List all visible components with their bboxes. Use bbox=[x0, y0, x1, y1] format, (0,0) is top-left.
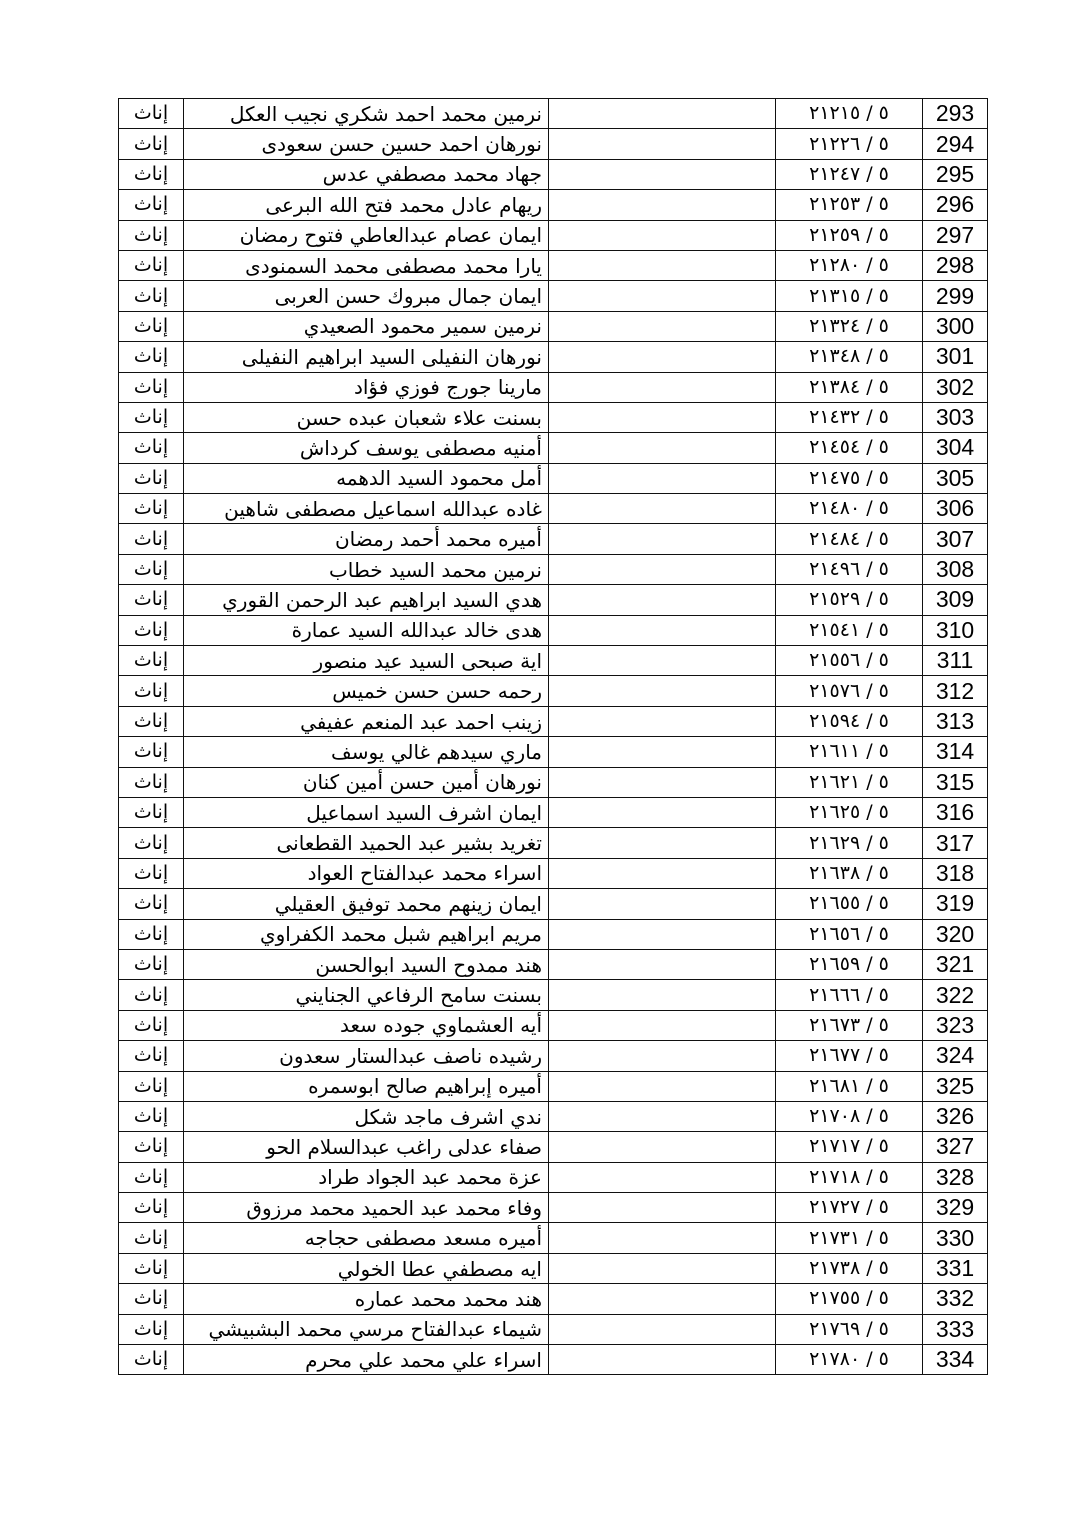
blank-cell bbox=[549, 159, 776, 189]
seat-code-cell: ٥ / ٢١٣١٥ bbox=[776, 281, 923, 311]
seat-code-cell: ٥ / ٢١٣٢٤ bbox=[776, 311, 923, 341]
row-number-cell: 303 bbox=[923, 402, 988, 432]
blank-cell bbox=[549, 524, 776, 554]
gender-cell: إناث bbox=[119, 737, 184, 767]
name-cell: اية صبحى السيد عيد منصور bbox=[184, 646, 549, 676]
seat-code-cell: ٥ / ٢١٦٥٦ bbox=[776, 919, 923, 949]
name-cell: اسراء محمد عبدالفتاح العواد bbox=[184, 858, 549, 888]
table-row bbox=[119, 311, 988, 341]
row-number-cell: 311 bbox=[923, 646, 988, 676]
gender-cell: إناث bbox=[119, 1162, 184, 1192]
gender-cell: إناث bbox=[119, 1284, 184, 1314]
seat-code-cell: ٥ / ٢١٥٧٦ bbox=[776, 676, 923, 706]
table-row bbox=[119, 1041, 988, 1071]
table-row bbox=[119, 220, 988, 250]
gender-cell: إناث bbox=[119, 797, 184, 827]
name-cell: غاده عبدالله اسماعيل مصطفى شاهين bbox=[184, 494, 549, 524]
table-row bbox=[119, 1101, 988, 1131]
seat-code-cell: ٥ / ٢١٦٢١ bbox=[776, 767, 923, 797]
blank-cell bbox=[549, 858, 776, 888]
gender-cell: إناث bbox=[119, 889, 184, 919]
seat-code-cell: ٥ / ٢١٤٣٢ bbox=[776, 402, 923, 432]
row-number-cell: 308 bbox=[923, 554, 988, 584]
name-cell: أمنيه مصطفى يوسف كرداش bbox=[184, 433, 549, 463]
blank-cell bbox=[549, 281, 776, 311]
table-row bbox=[119, 1223, 988, 1253]
blank-cell bbox=[549, 615, 776, 645]
row-number-cell: 326 bbox=[923, 1101, 988, 1131]
seat-code-cell: ٥ / ٢١٦٥٥ bbox=[776, 889, 923, 919]
name-cell: هند محمد محمد عماره bbox=[184, 1284, 549, 1314]
table-row bbox=[119, 1132, 988, 1162]
row-number-cell: 295 bbox=[923, 159, 988, 189]
blank-cell bbox=[549, 99, 776, 129]
name-cell: يارا محمد مصطفى محمد السمنودى bbox=[184, 250, 549, 280]
gender-cell: إناث bbox=[119, 828, 184, 858]
blank-cell bbox=[549, 737, 776, 767]
gender-cell: إناث bbox=[119, 281, 184, 311]
blank-cell bbox=[549, 585, 776, 615]
table-row bbox=[119, 554, 988, 584]
gender-cell: إناث bbox=[119, 646, 184, 676]
gender-cell: إناث bbox=[119, 220, 184, 250]
seat-code-cell: ٥ / ٢١٥٢٩ bbox=[776, 585, 923, 615]
row-number-cell: 324 bbox=[923, 1041, 988, 1071]
name-cell: نرمين محمد احمد شكري نجيب العكل bbox=[184, 99, 549, 129]
table-row bbox=[119, 737, 988, 767]
table-row bbox=[119, 1253, 988, 1283]
blank-cell bbox=[549, 767, 776, 797]
row-number-cell: 302 bbox=[923, 372, 988, 402]
seat-code-cell: ٥ / ٢١٢٤٧ bbox=[776, 159, 923, 189]
row-number-cell: 315 bbox=[923, 767, 988, 797]
gender-cell: إناث bbox=[119, 1223, 184, 1253]
blank-cell bbox=[549, 980, 776, 1010]
table-row bbox=[119, 797, 988, 827]
name-cell: أميره إبراهيم صالح ابوسمره bbox=[184, 1071, 549, 1101]
seat-code-cell: ٥ / ٢١٢٢٦ bbox=[776, 129, 923, 159]
name-cell: اسراء علي محمد علي محرم bbox=[184, 1345, 549, 1375]
seat-code-cell: ٥ / ٢١٤٨٤ bbox=[776, 524, 923, 554]
table-row bbox=[119, 585, 988, 615]
row-number-cell: 319 bbox=[923, 889, 988, 919]
table-row bbox=[119, 1162, 988, 1192]
seat-code-cell: ٥ / ٢١٤٩٦ bbox=[776, 554, 923, 584]
name-cell: هند ممدوح السيد ابوالحسن bbox=[184, 949, 549, 979]
row-number-cell: 314 bbox=[923, 737, 988, 767]
seat-code-cell: ٥ / ٢١٥٤١ bbox=[776, 615, 923, 645]
name-cell: ايمان زينهم محمد توفيق العقيلي bbox=[184, 889, 549, 919]
gender-cell: إناث bbox=[119, 433, 184, 463]
gender-cell: إناث bbox=[119, 554, 184, 584]
table-row bbox=[119, 494, 988, 524]
seat-code-cell: ٥ / ٢١٣٤٨ bbox=[776, 342, 923, 372]
blank-cell bbox=[549, 494, 776, 524]
name-cell: ريهام عادل محمد فتح الله البرعى bbox=[184, 190, 549, 220]
table-row bbox=[119, 433, 988, 463]
blank-cell bbox=[549, 129, 776, 159]
seat-code-cell: ٥ / ٢١٢٨٠ bbox=[776, 250, 923, 280]
table-row bbox=[119, 190, 988, 220]
name-cell: نورهان احمد حسين حسن سعودى bbox=[184, 129, 549, 159]
blank-cell bbox=[549, 646, 776, 676]
name-cell: عزة محمد عبد الجواد طراد bbox=[184, 1162, 549, 1192]
gender-cell: إناث bbox=[119, 524, 184, 554]
name-cell: تغريد بشير عبد الحميد القطعانى bbox=[184, 828, 549, 858]
table-row bbox=[119, 281, 988, 311]
name-cell: ايمان اشرف السيد اسماعيل bbox=[184, 797, 549, 827]
seat-code-cell: ٥ / ٢١٦٧٣ bbox=[776, 1010, 923, 1040]
gender-cell: إناث bbox=[119, 190, 184, 220]
name-cell: أميره محمد أحمد رمضان bbox=[184, 524, 549, 554]
blank-cell bbox=[549, 949, 776, 979]
table-row bbox=[119, 1010, 988, 1040]
seat-code-cell: ٥ / ٢١٧٠٨ bbox=[776, 1101, 923, 1131]
gender-cell: إناث bbox=[119, 311, 184, 341]
row-number-cell: 300 bbox=[923, 311, 988, 341]
name-cell: مريم ابراهيم شبل محمد الكفراوي bbox=[184, 919, 549, 949]
name-cell: بسنت سامح الرفاعي الجنايني bbox=[184, 980, 549, 1010]
name-cell: نرمين سمير محمود الصعيدي bbox=[184, 311, 549, 341]
name-cell: هدي السيد ابراهيم عبد الرحمن القوري bbox=[184, 585, 549, 615]
row-number-cell: 294 bbox=[923, 129, 988, 159]
seat-code-cell: ٥ / ٢١٦٢٥ bbox=[776, 797, 923, 827]
table-row bbox=[119, 1284, 988, 1314]
blank-cell bbox=[549, 1284, 776, 1314]
row-number-cell: 318 bbox=[923, 858, 988, 888]
row-number-cell: 334 bbox=[923, 1345, 988, 1375]
blank-cell bbox=[549, 1193, 776, 1223]
blank-cell bbox=[549, 1223, 776, 1253]
table-row bbox=[119, 99, 988, 129]
seat-code-cell: ٥ / ٢١٥٥٦ bbox=[776, 646, 923, 676]
table-row bbox=[119, 342, 988, 372]
row-number-cell: 327 bbox=[923, 1132, 988, 1162]
table-row bbox=[119, 1193, 988, 1223]
blank-cell bbox=[549, 463, 776, 493]
table-row bbox=[119, 524, 988, 554]
row-number-cell: 331 bbox=[923, 1253, 988, 1283]
row-number-cell: 297 bbox=[923, 220, 988, 250]
gender-cell: إناث bbox=[119, 1010, 184, 1040]
blank-cell bbox=[549, 372, 776, 402]
seat-code-cell: ٥ / ٢١٧٢٧ bbox=[776, 1193, 923, 1223]
seat-code-cell: ٥ / ٢١٣٨٤ bbox=[776, 372, 923, 402]
row-number-cell: 330 bbox=[923, 1223, 988, 1253]
table-row bbox=[119, 1345, 988, 1375]
blank-cell bbox=[549, 1010, 776, 1040]
blank-cell bbox=[549, 1132, 776, 1162]
table-row bbox=[119, 889, 988, 919]
row-number-cell: 321 bbox=[923, 949, 988, 979]
seat-code-cell: ٥ / ٢١٦٦٦ bbox=[776, 980, 923, 1010]
name-cell: نرمين محمد السيد خطاب bbox=[184, 554, 549, 584]
blank-cell bbox=[549, 1314, 776, 1344]
blank-cell bbox=[549, 402, 776, 432]
seat-code-cell: ٥ / ٢١٦١١ bbox=[776, 737, 923, 767]
gender-cell: إناث bbox=[119, 372, 184, 402]
row-number-cell: 313 bbox=[923, 706, 988, 736]
name-cell: ندي اشرف ماجد شكل bbox=[184, 1101, 549, 1131]
table-row bbox=[119, 402, 988, 432]
row-number-cell: 325 bbox=[923, 1071, 988, 1101]
table-row bbox=[119, 767, 988, 797]
row-number-cell: 299 bbox=[923, 281, 988, 311]
seat-code-cell: ٥ / ٢١٤٥٤ bbox=[776, 433, 923, 463]
gender-cell: إناث bbox=[119, 980, 184, 1010]
gender-cell: إناث bbox=[119, 767, 184, 797]
row-number-cell: 309 bbox=[923, 585, 988, 615]
blank-cell bbox=[549, 1101, 776, 1131]
name-cell: هدى خالد عبدالله السيد عمارة bbox=[184, 615, 549, 645]
gender-cell: إناث bbox=[119, 1345, 184, 1375]
row-number-cell: 323 bbox=[923, 1010, 988, 1040]
name-cell: أمل محمود السيد الدهمه bbox=[184, 463, 549, 493]
name-cell: نورهان النفيلى السيد ابراهيم النفيلى bbox=[184, 342, 549, 372]
name-cell: زينب احمد عبد المنعم عفيفي bbox=[184, 706, 549, 736]
gender-cell: إناث bbox=[119, 949, 184, 979]
gender-cell: إناث bbox=[119, 463, 184, 493]
gender-cell: إناث bbox=[119, 1041, 184, 1071]
blank-cell bbox=[549, 1253, 776, 1283]
row-number-cell: 304 bbox=[923, 433, 988, 463]
name-cell: وفاء محمد عبد الحميد محمد مرزوق bbox=[184, 1193, 549, 1223]
row-number-cell: 301 bbox=[923, 342, 988, 372]
table-row bbox=[119, 129, 988, 159]
table-row bbox=[119, 1314, 988, 1344]
table-body bbox=[119, 99, 988, 1375]
name-cell: ايه مصطفي عطا الخولي bbox=[184, 1253, 549, 1283]
table-row bbox=[119, 615, 988, 645]
table-row bbox=[119, 980, 988, 1010]
gender-cell: إناث bbox=[119, 615, 184, 645]
blank-cell bbox=[549, 919, 776, 949]
row-number-cell: 305 bbox=[923, 463, 988, 493]
gender-cell: إناث bbox=[119, 494, 184, 524]
name-cell: صفاء عدلى راغب عبدالسلام الحو bbox=[184, 1132, 549, 1162]
gender-cell: إناث bbox=[119, 159, 184, 189]
table-row bbox=[119, 706, 988, 736]
seat-code-cell: ٥ / ٢١٦٢٩ bbox=[776, 828, 923, 858]
name-cell: أميره مسعد مصطفى حجاجه bbox=[184, 1223, 549, 1253]
seat-code-cell: ٥ / ٢١٧١٧ bbox=[776, 1132, 923, 1162]
gender-cell: إناث bbox=[119, 706, 184, 736]
row-number-cell: 328 bbox=[923, 1162, 988, 1192]
table-row bbox=[119, 463, 988, 493]
blank-cell bbox=[549, 1071, 776, 1101]
name-cell: ايمان جمال مبروك حسن العربى bbox=[184, 281, 549, 311]
table-row bbox=[119, 646, 988, 676]
blank-cell bbox=[549, 342, 776, 372]
blank-cell bbox=[549, 554, 776, 584]
table-row bbox=[119, 159, 988, 189]
row-number-cell: 329 bbox=[923, 1193, 988, 1223]
gender-cell: إناث bbox=[119, 1314, 184, 1344]
blank-cell bbox=[549, 828, 776, 858]
gender-cell: إناث bbox=[119, 129, 184, 159]
blank-cell bbox=[549, 1041, 776, 1071]
seat-code-cell: ٥ / ٢١٢١٥ bbox=[776, 99, 923, 129]
blank-cell bbox=[549, 1345, 776, 1375]
table-row bbox=[119, 919, 988, 949]
name-cell: مارينا جورج فوزي فؤاد bbox=[184, 372, 549, 402]
seat-code-cell: ٥ / ٢١٦٨١ bbox=[776, 1071, 923, 1101]
table-row bbox=[119, 372, 988, 402]
gender-cell: إناث bbox=[119, 250, 184, 280]
seat-code-cell: ٥ / ٢١٢٥٣ bbox=[776, 190, 923, 220]
seat-code-cell: ٥ / ٢١٧٦٩ bbox=[776, 1314, 923, 1344]
row-number-cell: 332 bbox=[923, 1284, 988, 1314]
gender-cell: إناث bbox=[119, 342, 184, 372]
seat-code-cell: ٥ / ٢١٥٩٤ bbox=[776, 706, 923, 736]
seat-code-cell: ٥ / ٢١٧٣٨ bbox=[776, 1253, 923, 1283]
row-number-cell: 322 bbox=[923, 980, 988, 1010]
name-cell: جهاد محمد مصطفي عدس bbox=[184, 159, 549, 189]
seat-code-cell: ٥ / ٢١٧٣١ bbox=[776, 1223, 923, 1253]
gender-cell: إناث bbox=[119, 1071, 184, 1101]
seat-code-cell: ٥ / ٢١٧١٨ bbox=[776, 1162, 923, 1192]
seat-code-cell: ٥ / ٢١٧٥٥ bbox=[776, 1284, 923, 1314]
blank-cell bbox=[549, 433, 776, 463]
gender-cell: إناث bbox=[119, 1101, 184, 1131]
name-cell: نورهان أمين حسن أمين كنان bbox=[184, 767, 549, 797]
row-number-cell: 316 bbox=[923, 797, 988, 827]
blank-cell bbox=[549, 220, 776, 250]
row-number-cell: 296 bbox=[923, 190, 988, 220]
name-cell: أيه العشماوي جوده سعد bbox=[184, 1010, 549, 1040]
seat-code-cell: ٥ / ٢١٢٥٩ bbox=[776, 220, 923, 250]
seat-code-cell: ٥ / ٢١٦٣٨ bbox=[776, 858, 923, 888]
blank-cell bbox=[549, 1162, 776, 1192]
blank-cell bbox=[549, 706, 776, 736]
table-row bbox=[119, 949, 988, 979]
table-row bbox=[119, 858, 988, 888]
row-number-cell: 306 bbox=[923, 494, 988, 524]
results-table bbox=[118, 98, 988, 1375]
table-row bbox=[119, 250, 988, 280]
gender-cell: إناث bbox=[119, 1193, 184, 1223]
blank-cell bbox=[549, 190, 776, 220]
gender-cell: إناث bbox=[119, 858, 184, 888]
seat-code-cell: ٥ / ٢١٧٨٠ bbox=[776, 1345, 923, 1375]
seat-code-cell: ٥ / ٢١٦٥٩ bbox=[776, 949, 923, 979]
name-cell: ايمان عصام عبدالعاطي فتوح رمضان bbox=[184, 220, 549, 250]
row-number-cell: 320 bbox=[923, 919, 988, 949]
table-row bbox=[119, 676, 988, 706]
seat-code-cell: ٥ / ٢١٤٧٥ bbox=[776, 463, 923, 493]
row-number-cell: 317 bbox=[923, 828, 988, 858]
row-number-cell: 310 bbox=[923, 615, 988, 645]
gender-cell: إناث bbox=[119, 1253, 184, 1283]
name-cell: رشيده ناصف عبدالستار سعدون bbox=[184, 1041, 549, 1071]
row-number-cell: 293 bbox=[923, 99, 988, 129]
name-cell: بسنت علاء شعبان عبده حسن bbox=[184, 402, 549, 432]
gender-cell: إناث bbox=[119, 585, 184, 615]
row-number-cell: 307 bbox=[923, 524, 988, 554]
blank-cell bbox=[549, 889, 776, 919]
blank-cell bbox=[549, 250, 776, 280]
row-number-cell: 298 bbox=[923, 250, 988, 280]
seat-code-cell: ٥ / ٢١٤٨٠ bbox=[776, 494, 923, 524]
blank-cell bbox=[549, 797, 776, 827]
table-row bbox=[119, 1071, 988, 1101]
row-number-cell: 333 bbox=[923, 1314, 988, 1344]
name-cell: ماري سيدهم غالي يوسف bbox=[184, 737, 549, 767]
gender-cell: إناث bbox=[119, 919, 184, 949]
gender-cell: إناث bbox=[119, 1132, 184, 1162]
blank-cell bbox=[549, 311, 776, 341]
seat-code-cell: ٥ / ٢١٦٧٧ bbox=[776, 1041, 923, 1071]
gender-cell: إناث bbox=[119, 676, 184, 706]
row-number-cell: 312 bbox=[923, 676, 988, 706]
gender-cell: إناث bbox=[119, 402, 184, 432]
name-cell: رحمه حسن حسن خميس bbox=[184, 676, 549, 706]
blank-cell bbox=[549, 676, 776, 706]
name-cell: شيماء عبدالفتاح مرسي محمد البشبيشي bbox=[184, 1314, 549, 1344]
gender-cell: إناث bbox=[119, 99, 184, 129]
table-row bbox=[119, 828, 988, 858]
